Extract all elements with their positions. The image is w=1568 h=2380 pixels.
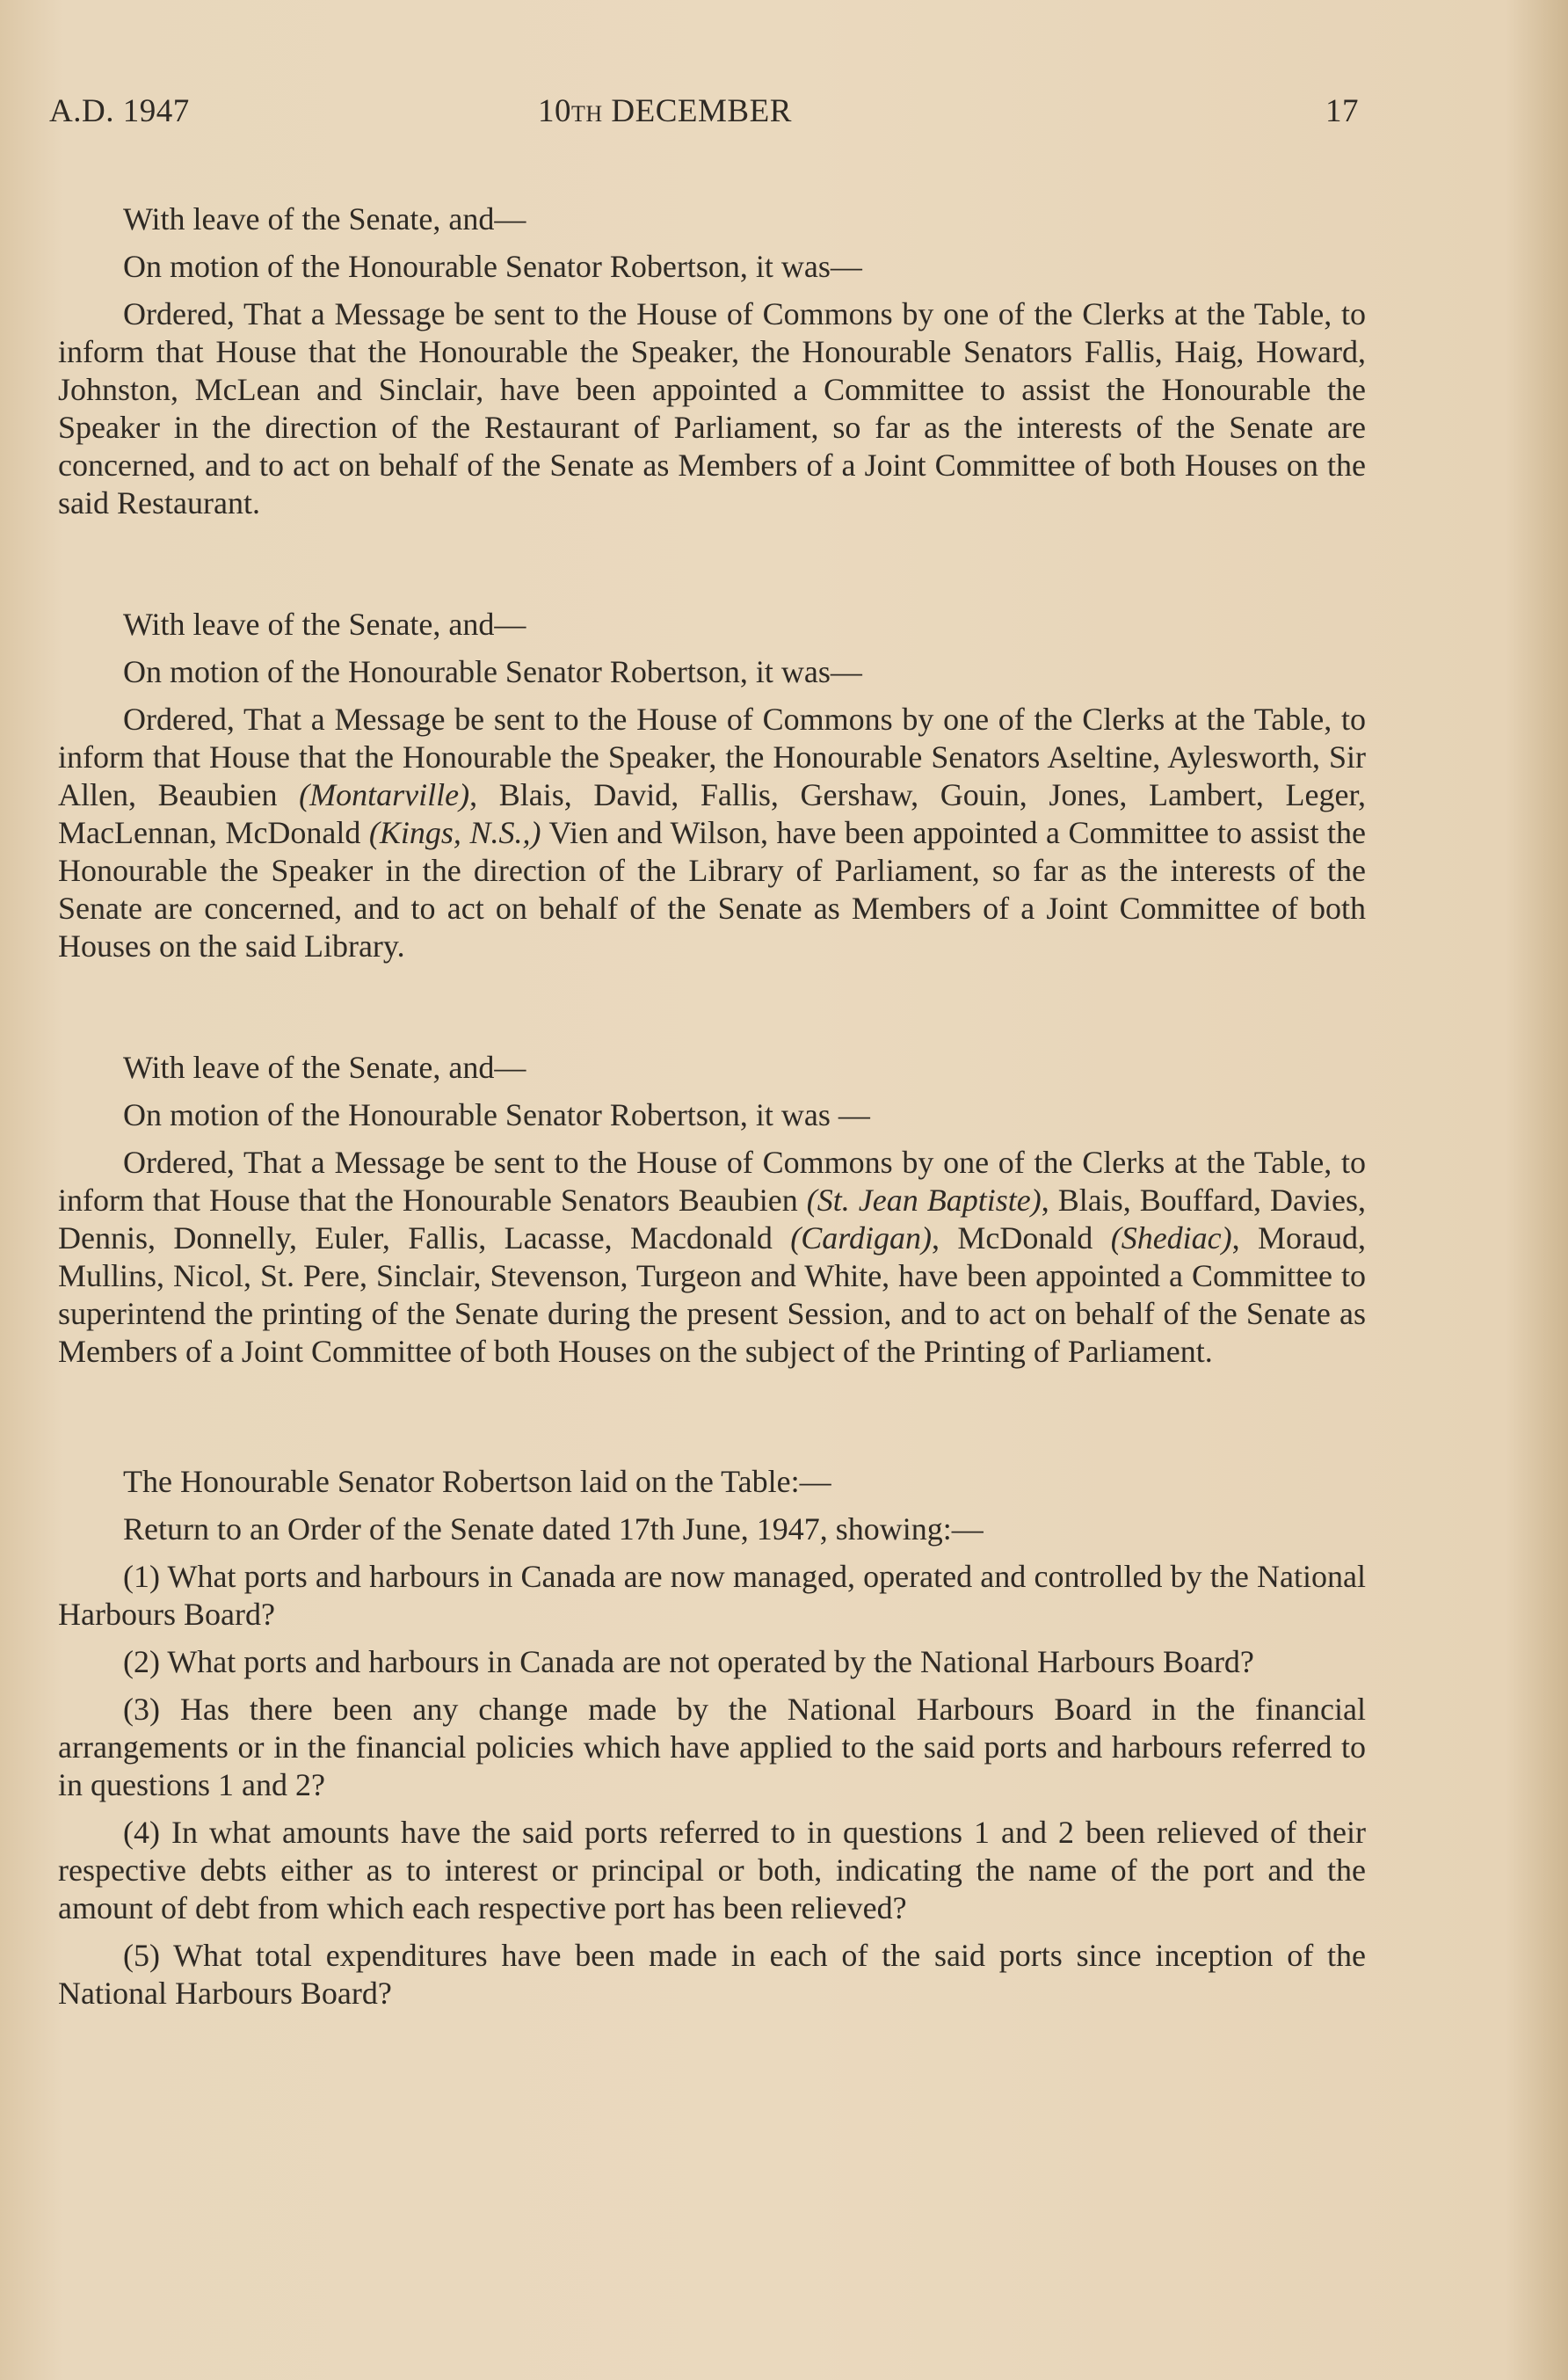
order-paragraph (58, 1144, 1366, 1371)
header-date-suffix: TH (571, 101, 603, 127)
motion-paragraph: On motion of the Honourable Senator Robertson, it was— (123, 654, 862, 689)
section-restaurant (58, 200, 1366, 522)
question-3: (3) Has there been any change made by the National Harbours Board in the financial arrangements or in the financial policies which have applied to the said ports and harbours referred to in questions 1 and 2? (58, 1692, 1366, 1802)
order-italic: (Shediac) (1110, 1220, 1232, 1256)
motion-paragraph: On motion of the Honourable Senator Robertson, it was — (123, 1097, 870, 1132)
order-italic: (St. Jean Baptiste) (806, 1183, 1042, 1218)
leave-paragraph: With leave of the Senate, and— (123, 1050, 526, 1085)
tabled-paragraph: The Honourable Senator Robertson laid on the Table:— (123, 1464, 831, 1499)
page-number: 17 (1325, 93, 1359, 129)
leave-paragraph: With leave of the Senate, and— (123, 607, 526, 642)
page-header (49, 92, 1359, 136)
order-text: , Blais, David, Fallis, Gershaw, Gouin, Jones, Lambert, Leger, MacLennan, McDonald (58, 777, 1367, 850)
header-date (538, 92, 792, 130)
question-2: (2) What ports and harbours in Canada are not operated by the National Harbours Board? (123, 1644, 1254, 1679)
page-body (58, 200, 1366, 2022)
motion-paragraph: On motion of the Honourable Senator Robertson, it was— (123, 249, 862, 284)
section-return (58, 1463, 1366, 2012)
order-text: Ordered, That a Message be sent to the House of Commons by one of the Clerks at the Table, to inform that House that the Honourable Senators Beaubien (58, 1145, 1366, 1218)
section-printing (58, 1049, 1366, 1371)
order-paragraph: Ordered, That a Message be sent to the House of Commons by one of the Clerks at the Table, to inform that House that the Honourable the Speaker, the Honourable Senators Fallis, Haig, Howard, Johnston, McLean and Sinclair, have been appointed a Committee to assist the Honourable the Speaker in the direction of the Restaurant of Parliament, so far as the interests of the Senate are concerned, and to act on behalf of the Senate as Members of a Joint Committee of both Houses on the said Restaurant. (58, 296, 1366, 520)
question-4: (4) In what amounts have the said ports referred to in questions 1 and 2 been relieved of their respective debts either as to interest or principal or both, indicating the name of the port and the amount of debt from which each respective port has been relieved? (58, 1815, 1366, 1925)
return-paragraph: Return to an Order of the Senate dated 17th June, 1947, showing:— (123, 1511, 984, 1547)
order-text: Vien and Wilson, have been appointed a Committee to assist the Honourable the Speaker in the direction of the Library of Parliament, so far as the interests of the Senate are concerned, and to act on behalf of the Senate as Members of a Joint Committee of both Houses on the said Library. (58, 815, 1366, 964)
order-text: , Blais, Bouffard, Davies, Dennis, Donnelly, Euler, Fallis, Lacasse, Macdonald (58, 1183, 1366, 1256)
question-1: (1) What ports and harbours in Canada are now managed, operated and controlled by the National Harbours Board? (58, 1559, 1366, 1632)
order-italic: (Kings, N.S.,) (368, 815, 541, 850)
order-paragraph (58, 701, 1366, 965)
order-text: Ordered, That a Message be sent to the House of Commons by one of the Clerks at the Table, to inform that House that the Honourable the Speaker, the Honourable Senators Aseltine, Aylesworth, Sir Allen, Beaubien (58, 702, 1366, 812)
leave-paragraph: With leave of the Senate, and— (123, 201, 526, 237)
order-text: , Moraud, Mullins, Nicol, St. Pere, Sinclair, Stevenson, Turgeon and White, have been appointed a Committee to superintend the printing of the Senate during the present Session, and to act on behalf of the Senate as Members of a Joint Committee of both Houses on the subject of the Printing of Parliament. (58, 1220, 1366, 1369)
order-text: , McDonald (931, 1220, 1111, 1256)
order-italic: (Montarville) (299, 777, 470, 812)
section-library (58, 606, 1366, 965)
header-date-day: 10 (538, 93, 571, 129)
header-date-month: DECEMBER (602, 93, 792, 129)
question-5: (5) What total expenditures have been made in each of the said ports since inception of the National Harbours Board? (58, 1938, 1366, 2011)
order-italic: (Cardigan) (790, 1220, 932, 1256)
header-year: A.D. 1947 (49, 93, 190, 129)
